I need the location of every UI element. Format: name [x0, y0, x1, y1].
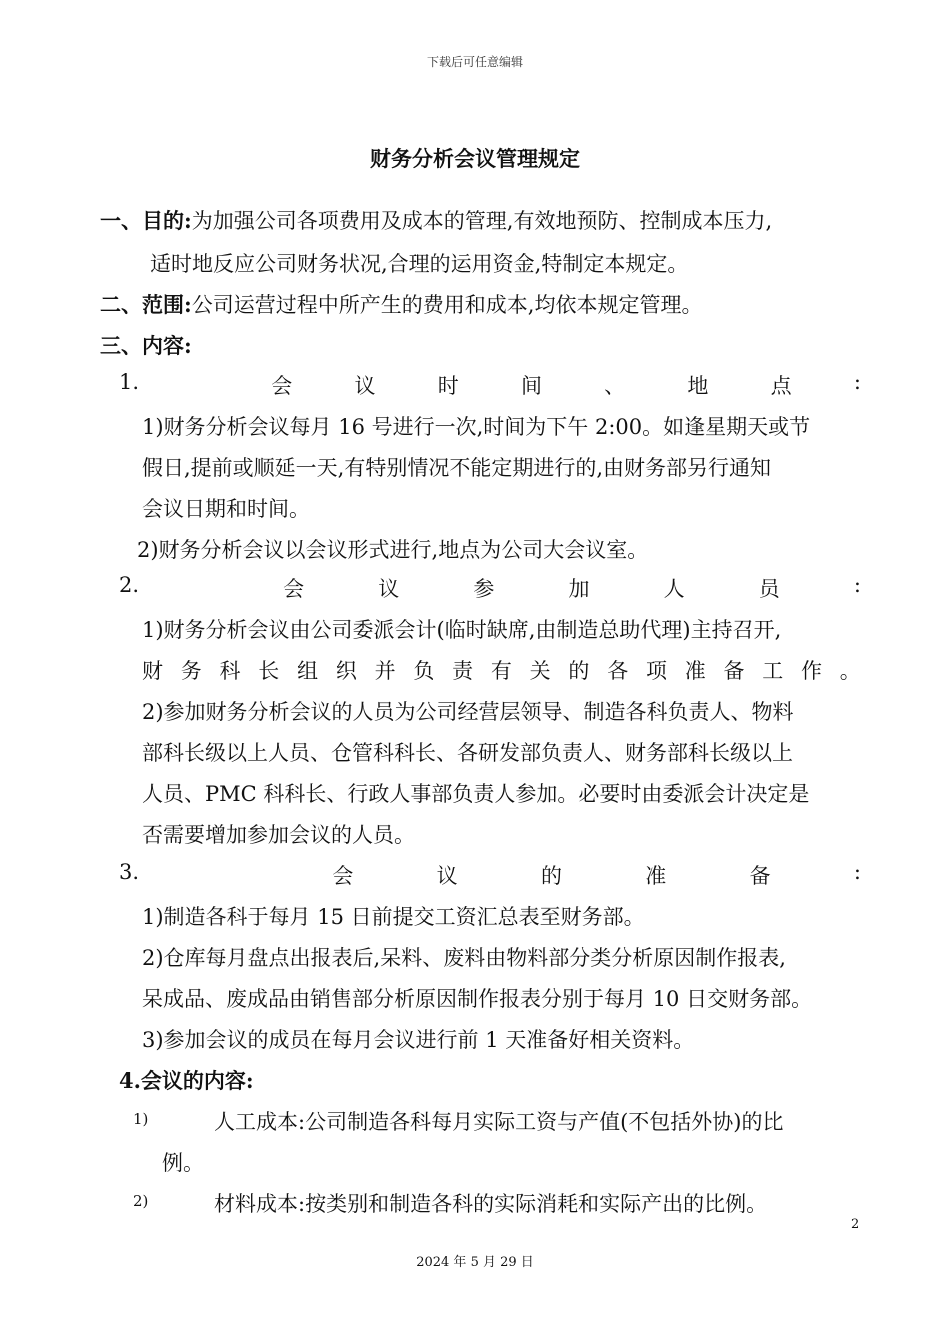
- item1-heading-char: 、: [604, 374, 626, 398]
- item2-para1-line2-char: 工: [762, 659, 784, 683]
- item1-heading-char: 间: [520, 374, 542, 398]
- section-content-label: 三、内容:: [100, 333, 192, 358]
- item2-para1-line2-char: 务: [180, 659, 202, 683]
- section-purpose-label: 一、目的:: [100, 208, 192, 233]
- item1-heading-char: 地: [687, 374, 709, 398]
- item2-number: 2.: [119, 573, 140, 597]
- item2-para1-line2-char: 并: [374, 659, 396, 683]
- item4-sub1-line1: 人工成本:公司制造各科每月实际工资与产值(不包括外协)的比: [214, 1110, 784, 1134]
- item1-para2: 2)财务分析会议以会议形式进行,地点为公司大会议室。: [137, 538, 649, 562]
- item2-para1-line2: [142, 655, 861, 685]
- item2-heading-char: 员: [758, 577, 780, 601]
- item2-para2-line4: 否需要增加参加会议的人员。: [142, 823, 415, 847]
- item1-heading: [119, 370, 861, 400]
- item2-para1-line2-char: 科: [219, 659, 241, 683]
- section-scope-label: 二、范围:: [100, 292, 192, 317]
- item3-heading-char: 议: [436, 864, 458, 888]
- item3-para2-line1: 2)仓库每月盘点出报表后,呆料、废料由物料部分类分析原因制作报表,: [142, 946, 786, 970]
- item1-heading-char: 议: [354, 374, 376, 398]
- item1-para1-line2: 假日,提前或顺延一天,有特别情况不能定期进行的,由财务部另行通知: [142, 456, 772, 480]
- item2-para2-line1: 2)参加财务分析会议的人员为公司经营层领导、制造各科负责人、物料: [142, 700, 794, 724]
- item3-heading-char: 备: [749, 864, 771, 888]
- page-number: 2: [851, 1217, 860, 1232]
- item2-para1-line2-char: 的: [568, 659, 590, 683]
- item4-sub1-number: 1): [133, 1110, 149, 1128]
- item2-para1-line2-char: 关: [529, 659, 551, 683]
- section-scope-text: 公司运营过程中所产生的费用和成本,均依本规定管理。: [191, 293, 703, 317]
- item3-para2-line2: 呆成品、废成品由销售部分析原因制作报表分别于每月 10 日交财务部。: [142, 987, 813, 1011]
- item2-heading: [119, 573, 861, 603]
- item2-heading-char: 参: [473, 577, 495, 601]
- item2-para1-line2-char: 作: [801, 659, 823, 683]
- page-header: 下载后可任意编辑: [426, 55, 523, 69]
- document-title: 财务分析会议管理规定: [370, 146, 580, 171]
- item2-para1-line2-char: 备: [723, 659, 745, 683]
- section-purpose-text-line2: 适时地反应公司财务状况,合理的运用资金,特制定本规定。: [150, 252, 689, 276]
- item3-heading: [119, 860, 861, 890]
- item4-sub2-text: 材料成本:按类别和制造各科的实际消耗和实际产出的比例。: [214, 1192, 768, 1216]
- item1-heading-char: 点: [770, 374, 792, 398]
- item1-heading-char: 时: [437, 374, 459, 398]
- item2-para1-line1: 1)财务分析会议由公司委派会计(临时缺席,由制造总助代理)主持召开,: [142, 618, 782, 642]
- item3-para1: 1)制造各科于每月 15 日前提交工资汇总表至财务部。: [142, 905, 645, 929]
- item2-heading-char: 会: [283, 577, 305, 601]
- item3-heading-char: 准: [645, 864, 667, 888]
- item1-heading-char: 会: [271, 374, 293, 398]
- item2-para1-line2-char: 各: [607, 659, 629, 683]
- footer-date: 2024 年 5 月 29 日: [416, 1255, 534, 1270]
- item3-heading-char: 会: [332, 864, 354, 888]
- item2-heading-char: 人: [663, 577, 685, 601]
- item1-number: 1.: [119, 370, 140, 394]
- item4-sub2-number: 2): [133, 1192, 149, 1210]
- item2-para1-line2-char: 长: [258, 659, 280, 683]
- item1-para1-line3: 会议日期和时间。: [142, 497, 310, 521]
- item3-number: 3.: [119, 860, 140, 884]
- item2-heading-char: 加: [568, 577, 590, 601]
- item2-para1-line2-char: 项: [645, 659, 667, 683]
- item4-sub1-line2: 例。: [162, 1151, 204, 1175]
- item2-para2-line3: 人员、PMC 科科长、行政人事部负责人参加。必要时由委派会计决定是: [142, 782, 810, 806]
- section-purpose-text-line1: 为加强公司各项费用及成本的管理,有效地预防、控制成本压力,: [191, 209, 773, 233]
- item2-para1-line2-char: 准: [684, 659, 706, 683]
- item2-para1-line2-char: 责: [452, 659, 474, 683]
- item2-para1-line2-char: 织: [335, 659, 357, 683]
- item2-para1-line2-char: 负: [413, 659, 435, 683]
- item4-heading: 4.会议的内容:: [119, 1068, 254, 1093]
- item2-para2-line2: 部科长级以上人员、仓管科科长、各研发部负责人、财务部科长级以上: [142, 741, 793, 765]
- item3-heading-char: 的: [540, 864, 562, 888]
- item3-para3: 3)参加会议的成员在每月会议进行前 1 天准备好相关资料。: [142, 1028, 695, 1052]
- item2-para1-line2-char: 组: [297, 659, 319, 683]
- item1-heading-char: :: [853, 370, 861, 394]
- section-purpose: [100, 205, 772, 235]
- item2-heading-char: :: [853, 573, 861, 597]
- item2-para1-line2-char: 财: [142, 659, 163, 683]
- item3-heading-char: :: [853, 860, 861, 884]
- item2-heading-char: 议: [378, 577, 400, 601]
- item1-para1-line1: 1)财务分析会议每月 16 号进行一次,时间为下午 2:00。如逢星期天或节: [142, 415, 811, 439]
- item2-para1-line2-char: 有: [490, 659, 512, 683]
- section-scope: [100, 289, 702, 319]
- item2-para1-line2-char: 。: [839, 659, 861, 683]
